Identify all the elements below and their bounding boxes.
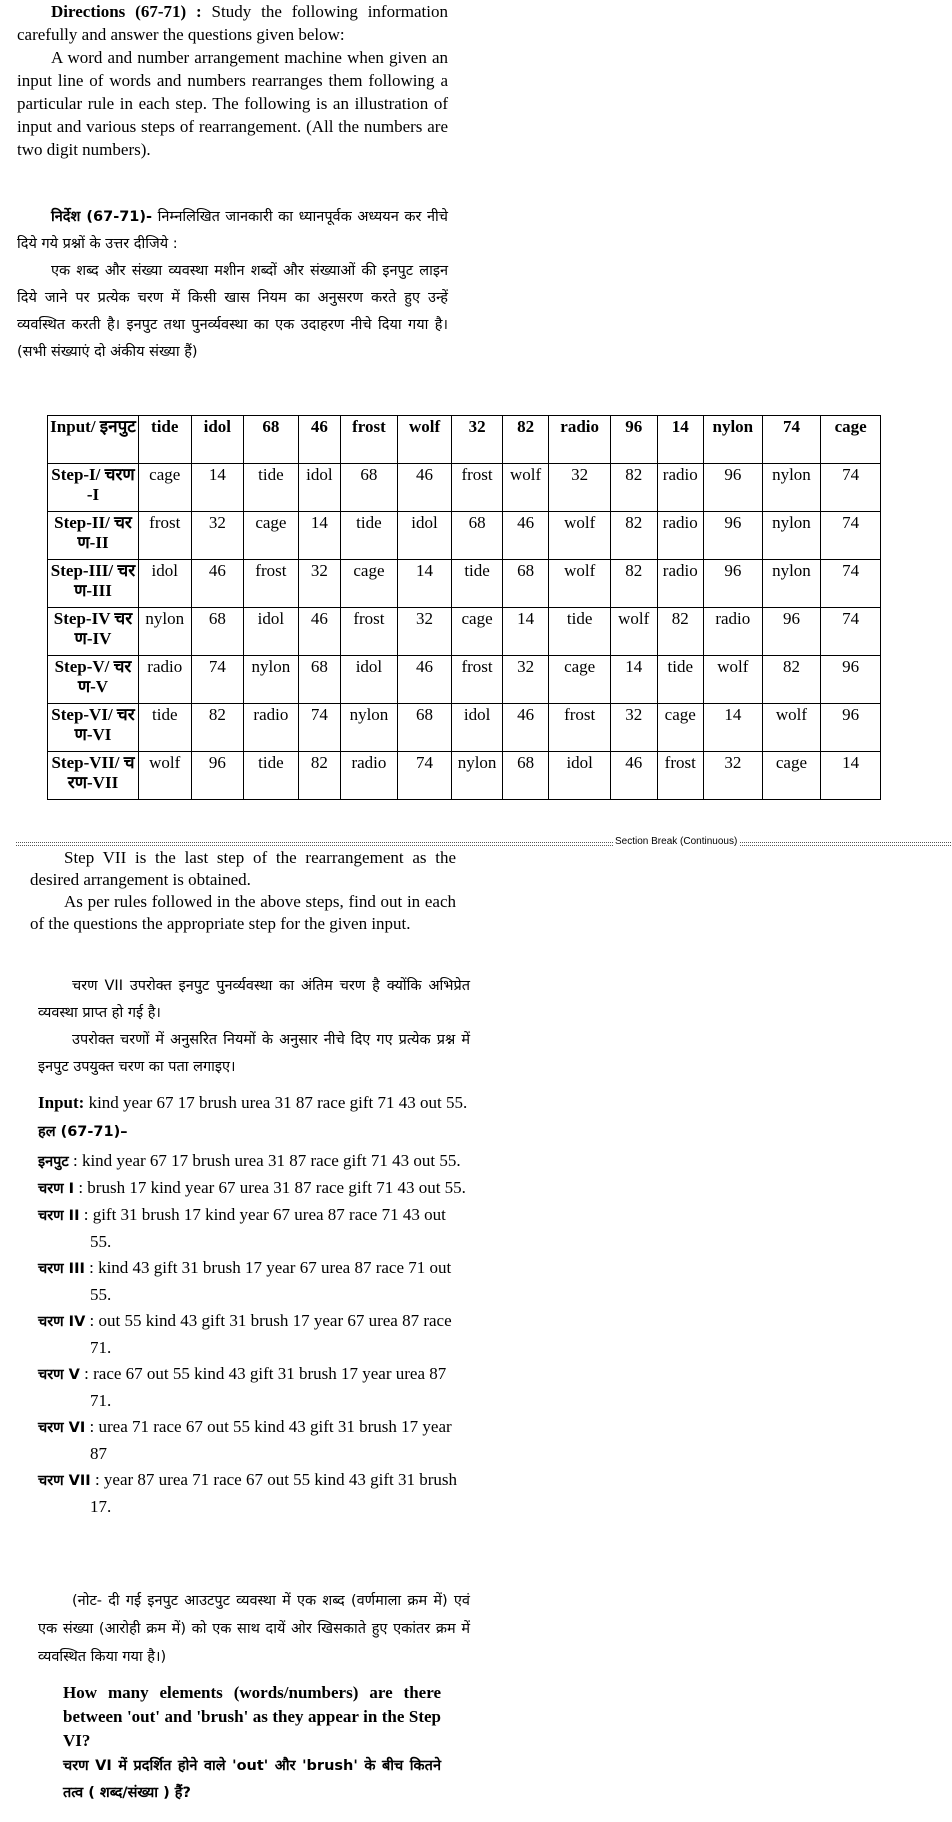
table-cell: 74 xyxy=(298,704,340,752)
solution-step xyxy=(38,1148,470,1175)
table-cell: nylon xyxy=(244,656,299,704)
hindi-rules-paragraph: उपरोक्त चरणों में अनुसरित नियमों के अनुसार नीचे दिए गए प्रत्येक प्रश्न में इनपुट उपयुक्त चरण का पता लगाइए। xyxy=(38,1032,470,1075)
solution-step xyxy=(38,1361,470,1414)
step-label: चरण VII xyxy=(38,1473,91,1489)
table-header-cell: 14 xyxy=(657,416,704,464)
table-cell: 14 xyxy=(397,560,452,608)
step-label: इनपुट xyxy=(38,1154,69,1170)
step-label: चरण IV xyxy=(38,1314,86,1330)
table-header-cell: nylon xyxy=(704,416,763,464)
table-cell: radio xyxy=(341,752,398,800)
solution-label: हल (67-71)– xyxy=(38,1124,128,1140)
table-cell: frost xyxy=(549,704,611,752)
table-cell: 82 xyxy=(611,464,658,512)
table-header-cell: wolf xyxy=(397,416,452,464)
table-cell: frost xyxy=(244,560,299,608)
table-cell: 14 xyxy=(502,608,549,656)
step-text: : urea 71 race 67 out 55 kind 43 gift 31 brush 17 year 87 xyxy=(85,1417,452,1463)
table-cell: 96 xyxy=(704,560,763,608)
step-text: : race 67 out 55 kind 43 gift 31 brush 17 year urea 87 71. xyxy=(79,1364,447,1410)
directions-paragraph: A word and number arrangement machine when given an input line of words and numbers rearranges them following a particular rule in each step. The following is an illustration of input and various steps of rearrangement. (All the numbers are two digit numbers). xyxy=(17,48,448,159)
table-cell: 68 xyxy=(298,656,340,704)
section-break-label: Section Break (Continuous) xyxy=(615,836,738,847)
table-cell: cage xyxy=(341,560,398,608)
step-label-cell: Step-II/ चरण-II xyxy=(48,512,139,560)
table-cell: 74 xyxy=(191,656,244,704)
solution-step xyxy=(38,1202,470,1255)
table-cell: idol xyxy=(298,464,340,512)
note-paragraph: (नोट- दी गई इनपुट आउटपुट व्यवस्था में एक शब्द (वर्णमाला क्रम में) एवं एक संख्या (आरोही क्रम में) को एक साथ दायें ओर खिसकाते हुए एकांतर क्रम में व्यवस्थित किया गया है।) xyxy=(38,1593,470,1665)
table-cell: 46 xyxy=(502,704,549,752)
input-line xyxy=(38,1090,470,1115)
table-cell: wolf xyxy=(762,704,821,752)
table-cell: wolf xyxy=(704,656,763,704)
step-label-cell: Step-III/ चरण-III xyxy=(48,560,139,608)
table-cell: cage xyxy=(549,656,611,704)
table-cell: 74 xyxy=(821,608,881,656)
solution-step xyxy=(38,1308,470,1361)
table-cell: 82 xyxy=(191,704,244,752)
table-cell: idol xyxy=(341,656,398,704)
table-cell: 46 xyxy=(611,752,658,800)
table-cell: nylon xyxy=(762,464,821,512)
table-cell: idol xyxy=(138,560,191,608)
step-text: : brush 17 kind year 67 urea 31 87 race gift 71 43 out 55. xyxy=(74,1178,466,1197)
table-cell: 74 xyxy=(821,464,881,512)
table-cell: tide xyxy=(341,512,398,560)
table-cell: cage xyxy=(244,512,299,560)
directions-block xyxy=(17,0,448,161)
table-cell: 96 xyxy=(821,656,881,704)
section-break-line xyxy=(16,842,951,846)
table-cell: 82 xyxy=(298,752,340,800)
table-cell: tide xyxy=(244,752,299,800)
table-cell: tide xyxy=(138,704,191,752)
table-cell: 14 xyxy=(191,464,244,512)
solution-step xyxy=(38,1175,470,1202)
table-cell: 96 xyxy=(704,512,763,560)
step-label-cell: Step-V/ चरण-V xyxy=(48,656,139,704)
table-cell: 68 xyxy=(502,752,549,800)
table-row xyxy=(48,464,881,512)
table-cell: cage xyxy=(138,464,191,512)
table-cell: frost xyxy=(452,656,503,704)
table-header-cell: 68 xyxy=(244,416,299,464)
table-cell: nylon xyxy=(762,560,821,608)
table-cell: 74 xyxy=(397,752,452,800)
step-label-cell: Step-VII/ चरण-VII xyxy=(48,752,139,800)
table-cell: 96 xyxy=(821,704,881,752)
table-cell: nylon xyxy=(138,608,191,656)
hindi-directions-block xyxy=(17,204,448,366)
table-row xyxy=(48,512,881,560)
step-label: चरण I xyxy=(38,1181,75,1197)
table-cell: wolf xyxy=(611,608,658,656)
step-label-cell: Step-I/ चरण-I xyxy=(48,464,139,512)
table-cell: 32 xyxy=(191,512,244,560)
table-cell: 46 xyxy=(397,656,452,704)
table-cell: idol xyxy=(397,512,452,560)
table-cell: wolf xyxy=(549,512,611,560)
arrangement-table xyxy=(47,415,881,800)
table-cell: 74 xyxy=(821,560,881,608)
question-english: How many elements (words/numbers) are there between 'out' and 'brush' as they appear in the Step VI? xyxy=(63,1683,441,1750)
table-cell: 32 xyxy=(298,560,340,608)
step-text: : kind 43 gift 31 brush 17 year 67 urea 87 race 71 out 55. xyxy=(84,1258,452,1304)
step-text: : kind year 67 17 brush urea 31 87 race gift 71 43 out 55. xyxy=(68,1151,461,1170)
table-cell: 82 xyxy=(762,656,821,704)
directions-colon: : xyxy=(186,2,212,21)
table-cell: radio xyxy=(138,656,191,704)
table-header-cell: idol xyxy=(191,416,244,464)
table-header-cell: Input/ इनपुट xyxy=(48,416,139,464)
table-cell: cage xyxy=(762,752,821,800)
table-cell: wolf xyxy=(502,464,549,512)
table-cell: nylon xyxy=(762,512,821,560)
table-cell: 46 xyxy=(502,512,549,560)
table-cell: radio xyxy=(657,464,704,512)
table-cell: 14 xyxy=(611,656,658,704)
table-cell: tide xyxy=(452,560,503,608)
question-block xyxy=(63,1681,441,1807)
table-cell: nylon xyxy=(452,752,503,800)
hindi-directions-paragraph: एक शब्द और संख्या व्यवस्था मशीन शब्दों और संख्याओं की इनपुट लाइन दिये जाने पर प्रत्येक चरण में किसी खास नियम का अनुसरण करते हुए उन्हें व्यवस्थित करती है। इनपुट तथा पुनर्व्यवस्था का एक उदाहरण नीचे दिया गया है। (सभी संख्याएं दो अंकीय संख्या हैं) xyxy=(17,263,448,360)
table-cell: frost xyxy=(452,464,503,512)
table-header-cell: tide xyxy=(138,416,191,464)
table-cell: frost xyxy=(657,752,704,800)
solution-step xyxy=(38,1414,470,1467)
table-header-cell: 46 xyxy=(298,416,340,464)
table-cell: frost xyxy=(138,512,191,560)
question-hindi: चरण VI में प्रदर्शित होने वाले 'out' और 'brush' के बीच कितने तत्व ( शब्द/संख्या ) हैं? xyxy=(63,1758,441,1801)
after-table-english xyxy=(30,847,456,935)
solution-step xyxy=(38,1255,470,1308)
table-cell: radio xyxy=(657,512,704,560)
table-cell: nylon xyxy=(341,704,398,752)
table-cell: 46 xyxy=(298,608,340,656)
table-cell: 14 xyxy=(704,704,763,752)
step-label-cell: Step-IV चरण-IV xyxy=(48,608,139,656)
table-cell: 46 xyxy=(397,464,452,512)
table-cell: 96 xyxy=(191,752,244,800)
table-cell: idol xyxy=(549,752,611,800)
table-row xyxy=(48,704,881,752)
step-text: : out 55 kind 43 gift 31 brush 17 year 67 urea 87 race 71. xyxy=(85,1311,452,1357)
table-cell: 96 xyxy=(762,608,821,656)
solution-step xyxy=(38,1467,470,1520)
table-cell: 32 xyxy=(502,656,549,704)
table-row xyxy=(48,752,881,800)
step-label: चरण V xyxy=(38,1367,80,1383)
table-cell: 46 xyxy=(191,560,244,608)
table-cell: 82 xyxy=(657,608,704,656)
hindi-directions-text: निम्नलिखित जानकारी का ध्यानपूर्वक अध्ययन कर नीचे दिये गये प्रश्नों के उत्तर दीजिये : xyxy=(17,209,448,252)
table-cell: idol xyxy=(244,608,299,656)
table-header-cell: 32 xyxy=(452,416,503,464)
table-cell: wolf xyxy=(138,752,191,800)
table-cell: tide xyxy=(244,464,299,512)
table-cell: 32 xyxy=(397,608,452,656)
table-header-cell: 82 xyxy=(502,416,549,464)
table-cell: 32 xyxy=(549,464,611,512)
table-cell: tide xyxy=(549,608,611,656)
table-cell: 74 xyxy=(821,512,881,560)
table-cell: radio xyxy=(657,560,704,608)
table-cell: 68 xyxy=(397,704,452,752)
directions-label: Directions (67-71) xyxy=(51,2,187,21)
table-cell: idol xyxy=(452,704,503,752)
table-cell: 68 xyxy=(452,512,503,560)
table-row xyxy=(48,608,881,656)
step-text: : gift 31 brush 17 kind year 67 urea 87 race 71 43 out 55. xyxy=(79,1205,446,1251)
table-cell: frost xyxy=(341,608,398,656)
step-label-cell: Step-VI/ चरण-VI xyxy=(48,704,139,752)
table-cell: 14 xyxy=(821,752,881,800)
table-cell: 68 xyxy=(191,608,244,656)
rules-paragraph: As per rules followed in the above steps, find out in each of the questions the appropriate step for the given input. xyxy=(30,892,456,933)
step-label: चरण VI xyxy=(38,1420,86,1436)
section-break xyxy=(16,837,951,847)
table-row xyxy=(48,560,881,608)
table-header-cell: cage xyxy=(821,416,881,464)
table-cell: wolf xyxy=(549,560,611,608)
table-header-cell: radio xyxy=(549,416,611,464)
solution-note xyxy=(38,1587,470,1671)
step-label: चरण II xyxy=(38,1208,80,1224)
solution-heading xyxy=(38,1118,470,1144)
table-cell: 96 xyxy=(704,464,763,512)
table-cell: 82 xyxy=(611,560,658,608)
step-text: : year 87 urea 71 race 67 out 55 kind 43 gift 31 brush 17. xyxy=(90,1470,458,1516)
table-cell: 32 xyxy=(704,752,763,800)
table-header-row xyxy=(48,416,881,464)
table-header-cell: frost xyxy=(341,416,398,464)
hindi-last-step-paragraph: चरण VII उपरोक्त इनपुट पुनर्व्यवस्था का अंतिम चरण है क्योंकि अभिप्रेत व्यवस्था प्राप्त हो गई है। xyxy=(38,978,470,1021)
table-row xyxy=(48,656,881,704)
last-step-paragraph: Step VII is the last step of the rearrangement as the desired arrangement is obtained. xyxy=(30,848,456,889)
table-cell: 14 xyxy=(298,512,340,560)
table-cell: 82 xyxy=(611,512,658,560)
hindi-directions-label: निर्देश (67-71)- xyxy=(51,209,153,225)
table-cell: cage xyxy=(452,608,503,656)
table-cell: 68 xyxy=(502,560,549,608)
input-label: Input: xyxy=(38,1093,85,1112)
input-text: kind year 67 17 brush urea 31 87 race gift 71 43 out 55. xyxy=(84,1093,468,1112)
table-cell: 32 xyxy=(611,704,658,752)
table-header-cell: 74 xyxy=(762,416,821,464)
directions-text: Study the following information carefully and answer the questions given below: xyxy=(17,2,448,44)
table-header-cell: 96 xyxy=(611,416,658,464)
solution-block xyxy=(38,1090,470,1520)
step-label: चरण III xyxy=(38,1261,85,1277)
table-cell: cage xyxy=(657,704,704,752)
after-table-hindi xyxy=(38,973,470,1081)
table-cell: tide xyxy=(657,656,704,704)
table-cell: radio xyxy=(244,704,299,752)
table-cell: radio xyxy=(704,608,763,656)
table-cell: 68 xyxy=(341,464,398,512)
